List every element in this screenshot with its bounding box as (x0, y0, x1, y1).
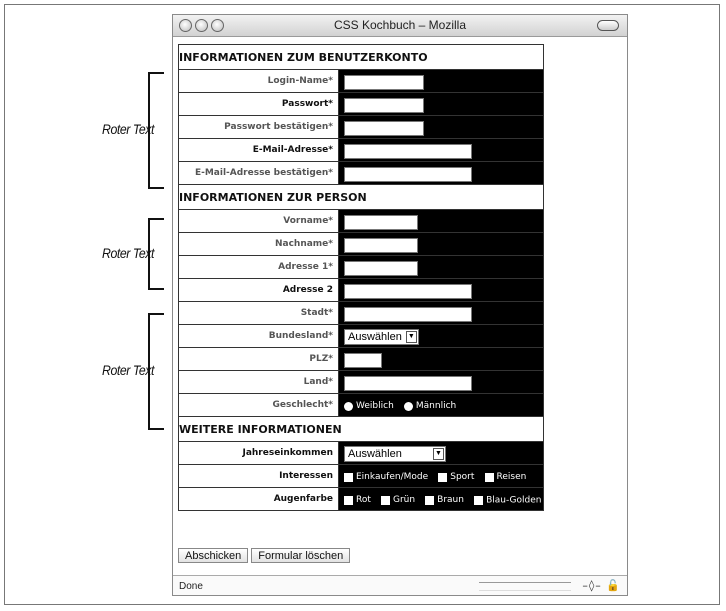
label-state: Bundesland* (179, 325, 339, 348)
interest-shopping-label: Einkaufen/Mode (356, 472, 429, 482)
city-input[interactable] (344, 307, 472, 322)
interest-sport-label: Sport (450, 472, 475, 482)
eye-red-label: Rot (356, 495, 371, 505)
gender-male-label: Männlich (415, 401, 457, 411)
label-password-confirm: Passwort bestätigen* (179, 116, 339, 139)
progress-bar (479, 582, 571, 591)
annotation-label-person: Roter Text (102, 245, 154, 261)
title-bar[interactable] (173, 15, 627, 37)
email-confirm-input[interactable] (344, 167, 472, 182)
registration-form (178, 44, 544, 511)
section-title-account: INFORMATIONEN ZUM BENUTZERKONTO (179, 45, 544, 70)
label-login: Login-Name* (179, 70, 339, 93)
label-country: Land* (179, 371, 339, 394)
status-bar (173, 575, 627, 596)
window-title: CSS Kochbuch – Mozilla (333, 18, 467, 32)
income-select[interactable] (344, 446, 446, 462)
gender-female-label: Weiblich (356, 401, 394, 411)
eye-brown-label: Braun (437, 495, 464, 505)
eye-bluegold-label: Blau-Golden (486, 495, 542, 505)
password-confirm-input[interactable] (344, 121, 424, 136)
label-lastname: Nachname* (179, 233, 339, 256)
gender-male-radio[interactable] (404, 402, 413, 411)
label-email-confirm: E-Mail-Adresse bestätigen* (179, 162, 339, 185)
toolbar-toggle-button[interactable] (597, 20, 619, 31)
label-zip: PLZ* (179, 348, 339, 371)
income-select-value: Auswählen (348, 448, 402, 460)
form-buttons (178, 548, 353, 567)
status-text: Done (179, 581, 203, 592)
label-gender: Geschlecht* (179, 394, 339, 417)
label-password: Passwort* (179, 93, 339, 116)
label-email: E-Mail-Adresse* (179, 139, 339, 162)
eye-bluegold-checkbox[interactable] (474, 496, 483, 505)
password-input[interactable] (344, 98, 424, 113)
label-city: Stadt* (179, 302, 339, 325)
state-select-value: Auswählen (348, 331, 402, 343)
section-title-more: WEITERE INFORMATIONEN (179, 417, 544, 442)
chevron-down-icon: ▼ (433, 448, 444, 460)
browser-window (172, 14, 628, 596)
unlock-icon: 🔓 (606, 579, 621, 592)
interest-travel-label: Reisen (496, 472, 527, 482)
annotation-label-account: Roter Text (102, 121, 154, 137)
section-title-person: INFORMATIONEN ZUR PERSON (179, 185, 544, 210)
eye-green-label: Grün (392, 495, 416, 505)
login-input[interactable] (344, 75, 424, 90)
interest-shopping-checkbox[interactable] (344, 473, 353, 482)
label-interests: Interessen (179, 465, 339, 488)
lastname-input[interactable] (344, 238, 418, 253)
page-content (173, 37, 627, 575)
firstname-input[interactable] (344, 215, 418, 230)
address2-input[interactable] (344, 284, 472, 299)
connection-icon: –◊– (582, 579, 602, 592)
label-eyecolor: Augenfarbe (179, 488, 339, 511)
eye-green-checkbox[interactable] (381, 496, 390, 505)
address1-input[interactable] (344, 261, 418, 276)
eye-brown-checkbox[interactable] (425, 496, 434, 505)
state-select[interactable] (344, 329, 419, 345)
label-firstname: Vorname* (179, 210, 339, 233)
label-address1: Adresse 1* (179, 256, 339, 279)
reset-button[interactable]: Formular löschen (251, 548, 350, 563)
submit-button[interactable]: Abschicken (178, 548, 248, 563)
label-income: Jahreseinkommen (179, 442, 339, 465)
gender-female-radio[interactable] (344, 402, 353, 411)
interest-sport-checkbox[interactable] (438, 473, 447, 482)
label-address2: Adresse 2 (179, 279, 339, 302)
email-input[interactable] (344, 144, 472, 159)
annotation-label-address: Roter Text (102, 362, 154, 378)
zip-input[interactable] (344, 353, 382, 368)
country-input[interactable] (344, 376, 472, 391)
eye-red-checkbox[interactable] (344, 496, 353, 505)
chevron-down-icon: ▼ (406, 331, 417, 343)
interest-travel-checkbox[interactable] (485, 473, 494, 482)
